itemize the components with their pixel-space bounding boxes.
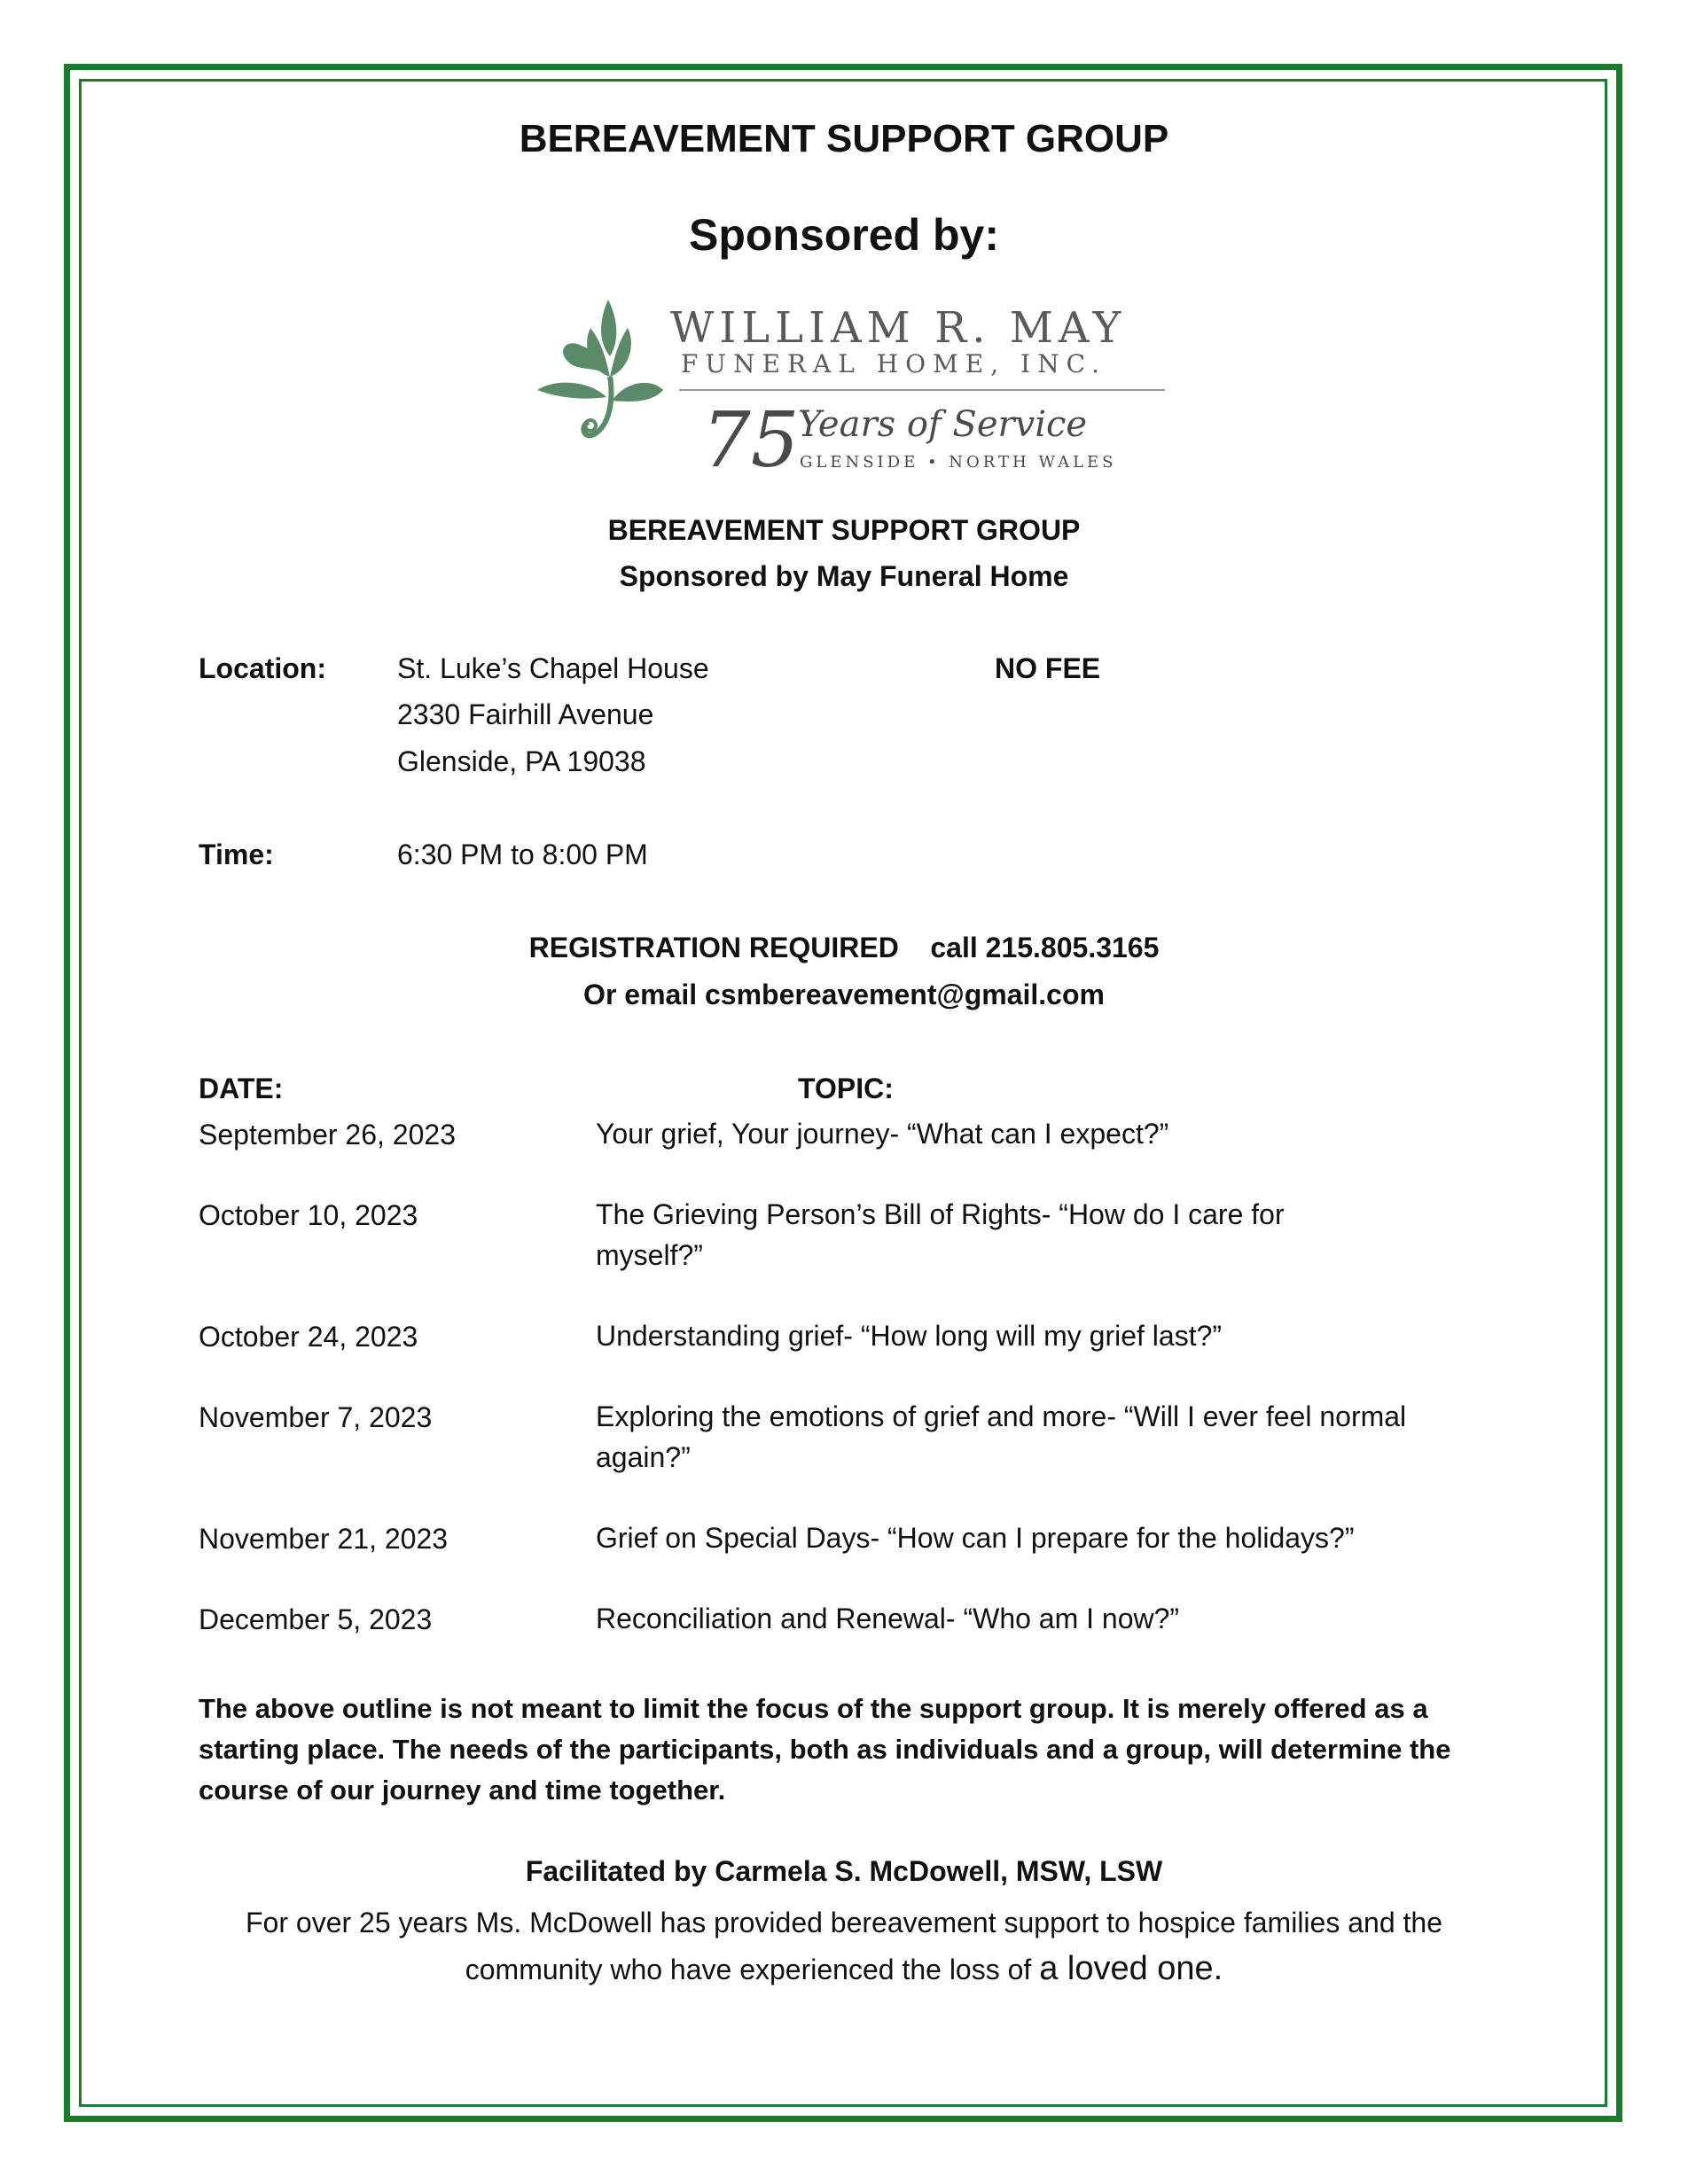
subheading-title: BEREAVEMENT SUPPORT GROUP <box>607 514 1081 546</box>
location-label: Location: <box>199 652 326 684</box>
logo-years: 75 <box>702 396 800 479</box>
sponsored-by-heading: Sponsored by: <box>688 210 1000 260</box>
facilitator-bio-text: For over 25 years Ms. McDowell has provided bereavement support to hospice families and the community who have experienced the loss of <box>246 1907 1442 1985</box>
registration-phone: call 215.805.3165 <box>930 932 1160 963</box>
logo-tagline: Years of Service <box>798 404 1088 445</box>
schedule-topic-6: Reconciliation and Renewal- “Who am I now?” <box>596 1603 1180 1634</box>
schedule-date-1: September 26, 2023 <box>199 1119 456 1150</box>
schedule-topic-4: Exploring the emotions of grief and more- “Will I ever feel normal again?” <box>596 1400 1407 1473</box>
logo-subtitle: FUNERAL HOME, INC. <box>681 349 1106 378</box>
facilitator-bio-end: a loved one. <box>1039 1950 1223 1987</box>
logo-name: WILLIAM R. MAY <box>670 303 1127 353</box>
location-line-2: 2330 Fairhill Avenue <box>397 698 654 730</box>
time-label: Time: <box>199 838 274 870</box>
time-value: 6:30 PM to 8:00 PM <box>397 838 648 870</box>
topic-header: TOPIC: <box>798 1072 894 1104</box>
outline-note: The above outline is not meant to limit the focus of the support group. It is merely offered as a starting place. The needs of the participants, both as individuals and a group, will determine the course of our journey and time together. <box>199 1693 1451 1806</box>
logo-locations: GLENSIDE • NORTH WALES <box>800 453 1117 472</box>
facilitator-heading: Facilitated by Carmela S. McDowell, MSW, LSW <box>525 1855 1163 1887</box>
schedule-date-6: December 5, 2023 <box>199 1603 433 1635</box>
registration-line <box>0 932 1688 964</box>
facilitator-bio <box>177 1899 1511 1993</box>
schedule-date-3: October 24, 2023 <box>199 1321 418 1353</box>
schedule-date-4: November 7, 2023 <box>199 1401 433 1433</box>
schedule-date-5: November 21, 2023 <box>199 1523 449 1555</box>
page-title: BEREAVEMENT SUPPORT GROUP <box>519 117 1169 160</box>
schedule-date-2: October 10, 2023 <box>199 1199 418 1231</box>
date-header: DATE: <box>199 1072 284 1104</box>
location-line-3: Glenside, PA 19038 <box>397 745 646 777</box>
schedule-topic-2: The Grieving Person’s Bill of Rights- “How do I care for myself?” <box>596 1198 1285 1271</box>
tulip-icon <box>537 300 663 435</box>
registration-required: REGISTRATION REQUIRED <box>528 932 899 963</box>
schedule-topic-3: Understanding grief- “How long will my grief last?” <box>596 1320 1223 1352</box>
schedule-topic-1: Your grief, Your journey- “What can I expect?” <box>596 1118 1169 1150</box>
no-fee-label: NO FEE <box>995 652 1101 684</box>
funeral-home-logo <box>528 292 1167 479</box>
registration-email: Or email csmbereavement@gmail.com <box>583 979 1105 1010</box>
location-line-1: St. Luke’s Chapel House <box>397 652 709 684</box>
subheading-sponsor: Sponsored by May Funeral Home <box>619 560 1069 592</box>
schedule-topic-5: Grief on Special Days- “How can I prepare for the holidays?” <box>596 1522 1355 1554</box>
